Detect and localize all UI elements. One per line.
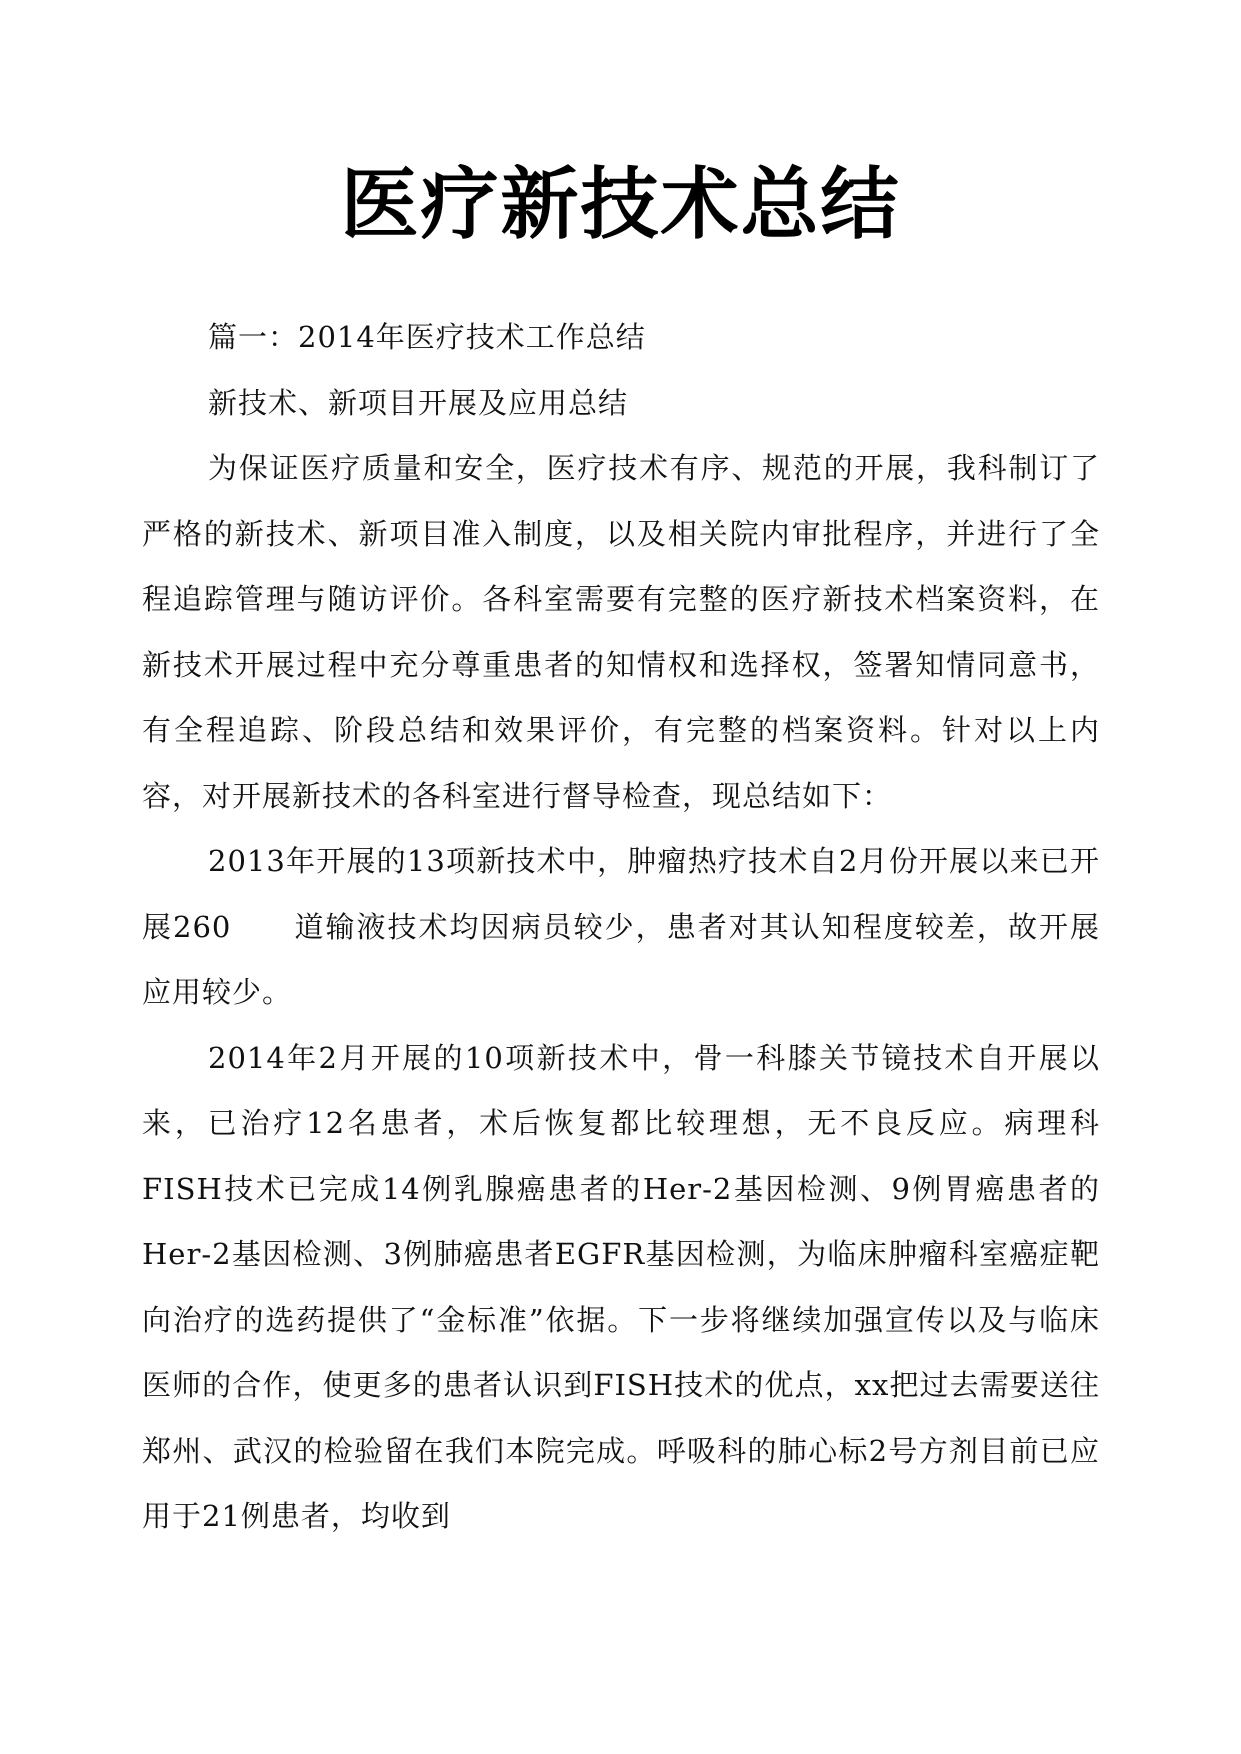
paragraph-intro: 为保证医疗质量和安全，医疗技术有序、规范的开展，我科制订了严格的新技术、新项目准入制度，以及相关院内审批程序，并进行了全程追踪管理与随访评价。各科室需要有完整的医疗新技术档案资料，在新技术开展过程中充分尊重患者的知情权和选择权，签署知情同意书，有全程追踪、阶段总结和效果评价，有完整的档案资料。针对以上内容，对开展新技术的各科室进行督导检查，现总结如下： <box>142 451 1100 813</box>
paragraph-2014: 2014年2月开展的10项新技术中，骨一科膝关节镜技术自开展以来，已治疗12名患者，术后恢复都比较理想，无不良反应。病理科FISH技术已完成14例乳腺癌患者的Her-2基因检测、9例胃癌患者的Her-2基因检测、3例肺癌患者EGFR基因检测，为临床肿瘤科室癌症靶向治疗的选药提供了“金标准”依据。下一步将继续加强宣传以及与临床医师的合作，使更多的患者认识到FISH技术的优点，xx把过去需要送往郑州、武汉的检验留在我们本院完成。呼吸科的肺心标2号方剂目前已应用于21例患者，均收到 <box>142 1040 1100 1533</box>
section-heading: 篇一：2014年医疗技术工作总结 <box>208 320 646 354</box>
document-body <box>142 305 1100 1550</box>
subsection-heading: 新技术、新项目开展及应用总结 <box>208 385 629 420</box>
document-title: 医疗新技术总结 <box>340 160 901 250</box>
paragraph-2013: 2013年开展的13项新技术中，肿瘤热疗技术自2月份开展以来已开展260 道输液技术均因病员较少，患者对其认知程度较差，故开展应用较少。 <box>142 844 1100 1009</box>
